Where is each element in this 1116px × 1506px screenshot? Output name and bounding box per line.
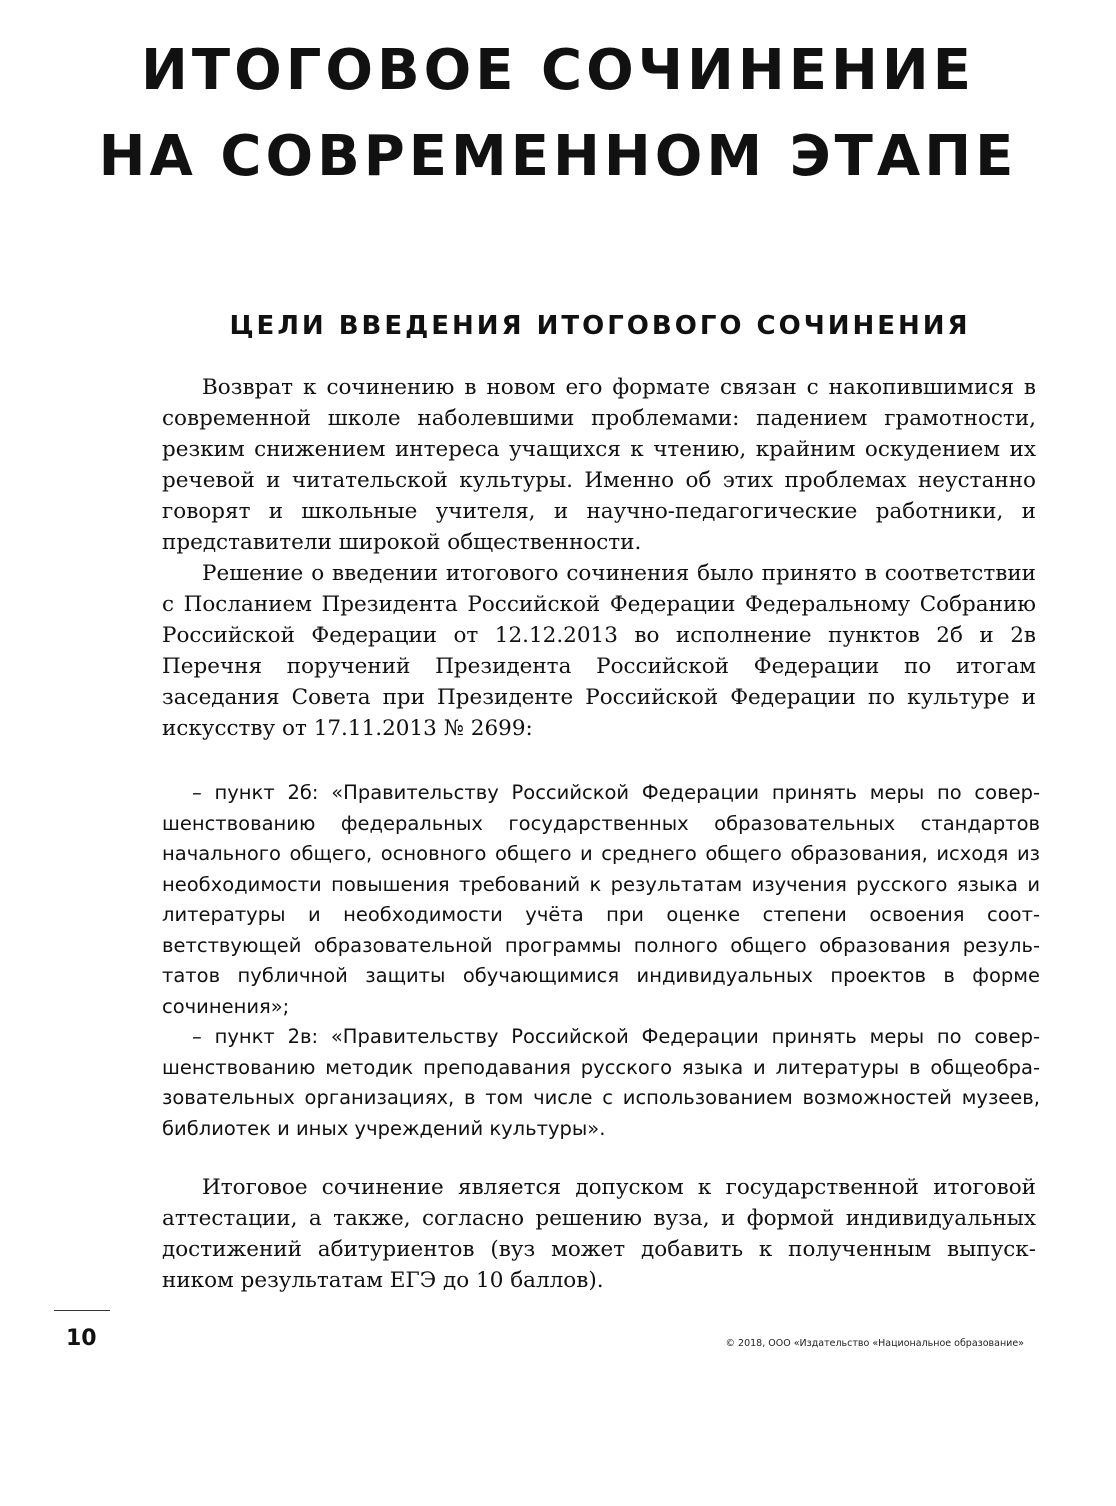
page-title-line-1: ИТОГОВОЕ СОЧИНЕНИЕ	[141, 38, 975, 103]
quote-item: – пункт 2б: «Правительству Российской Федерации принять меры по совершенствованию федеральных государственных образовательных стандартов начального общего, основного общего и среднего общего образования, исходя из необходимости повышения требований к результатам изучения русского языка и литературы и необходимости учёта при оценке степени освоения соответствующей образовательной программы полного общего образования результатов публичной защиты обучающимися индивидуальных проектов в форме сочинения»;	[162, 781, 1040, 1018]
copyright-notice: © 2018, ООО «Издательство «Национальное образование»	[725, 1338, 1024, 1349]
footer-rule	[54, 1310, 110, 1311]
quoted-directives	[162, 778, 1040, 1144]
paragraph: Итоговое сочинение является допуском к государственной итоговой аттестации, а также, согласно решению вуза, и формой индивидуальных достижений абитуриентов (вуз может добавить к полученным выпускником результатам ЕГЭ до 10 баллов).	[162, 1175, 1036, 1293]
closing-text	[162, 1172, 1036, 1296]
page-title	[0, 28, 1116, 200]
quote-item: – пункт 2в: «Правительству Российской Федерации принять меры по совершенствованию методик преподавания русского языка и литературы в общеобразовательных организациях, в том числе с использованием возможностей музеев, библиотек и иных учреждений культуры».	[162, 1025, 1040, 1140]
page-title-line-2: НА СОВРЕМЕННОМ ЭТАПЕ	[98, 124, 1018, 189]
page-number: 10	[66, 1326, 97, 1351]
paragraph: Решение о введении итогового сочинения было принято в соответствии с Посланием Президента Российской Федерации Федеральному Собранию Российской Федерации от 12.12.2013 во исполнение пунктов 2б и 2в Перечня поручений Президента Российской Федерации по итогам заседания Совета при Президенте Российской Федерации по культуре и искусству от 17.11.2013 № 2699:	[162, 561, 1036, 741]
section-heading: ЦЕЛИ ВВЕДЕНИЯ ИТОГОВОГО СОЧИНЕНИЯ	[229, 311, 971, 341]
intro-text	[162, 372, 1036, 744]
paragraph: Возврат к сочинению в новом его формате связан с накопившимися в современной школе наболевшими проблемами: падением грамотности, резким снижением интереса учащихся к чтению, крайним оскудением их речевой и читательской культуры. Именно об этих проблемах неустанно говорят и школьные учителя, и научно-педагогические работники, и представители широкой общественности.	[162, 375, 1036, 555]
